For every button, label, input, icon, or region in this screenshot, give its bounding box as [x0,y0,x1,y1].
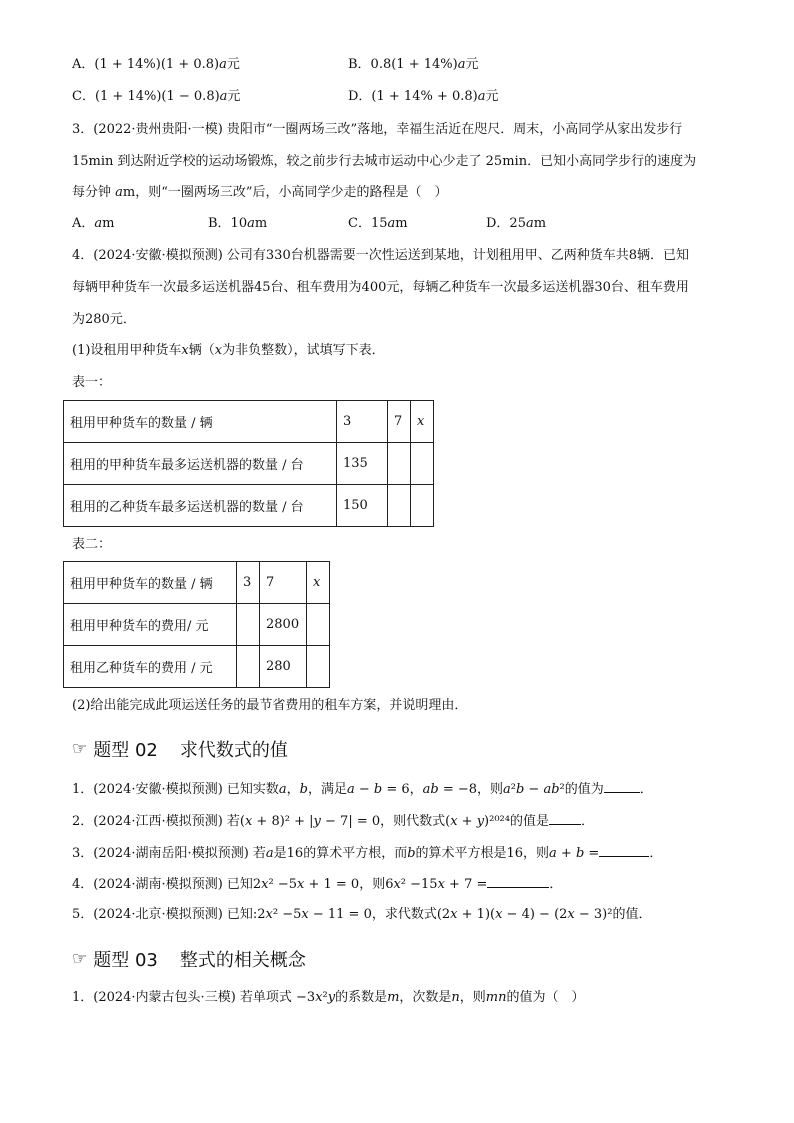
table-row [64,646,330,688]
table-cell: 租用的甲种货车最多运送机器的数量 / 台 [64,443,337,485]
table-2 [63,561,330,688]
q4-line1: 4．(2024·安徽·模拟预测) 公司有330台机器需要一次性运送到某地，计划租用甲、乙两种货车共8辆．已知 [72,248,689,263]
table-cell: 𝑥 [411,401,434,443]
table-cell: 𝑥 [307,562,330,604]
section-heading-3 [72,946,306,972]
table-row [64,401,434,443]
table-cell [237,604,260,646]
table2-label: 表二： [72,537,112,552]
table-cell: 3 [237,562,260,604]
section-heading-2 [72,736,288,762]
table-cell: 租用甲种货车的数量 / 辆 [64,401,337,443]
q4-line2: 每辆甲种货车一次最多运送机器45台、租车费用为400元，每辆乙种货车一次最多运送机器30台、租车费用 [72,280,689,295]
section-title: 求代数式的值 [179,740,288,761]
table-cell [237,646,260,688]
table-cell: 135 [337,443,388,485]
table-cell: 租用甲种货车的数量 / 辆 [64,562,237,604]
s2-question-1: 1．(2024·安徽·模拟预测) 已知实数𝑎，𝑏，满足𝑎 − 𝑏 = 6，𝑎𝑏 = −8，则𝑎²𝑏 − 𝑎𝑏²的值为 ． [72,779,653,799]
q4-line3: 为280元． [72,312,136,327]
table-cell [307,646,330,688]
table-cell [411,485,434,527]
s3-question-1: 1．(2024·内蒙古包头·三模) 若单项式 −3𝑥²𝑦的系数是𝑚，次数是𝑛，则𝑚𝑛的值为（ ） [72,990,585,1005]
table-cell [388,443,411,485]
option-a: A．(1 + 14%)(1 + 0.8)𝑎元 [72,57,240,72]
q3-line3: 每分钟 𝑎m，则“一圈两场三改”后，小高同学少走的路程是（ ） [72,185,448,200]
table-cell: 租用乙种货车的费用 / 元 [64,646,237,688]
option-b: B．0.8(1 + 14%)𝑎元 [348,57,479,72]
s2-question-3: 3．(2024·湖南岳阳·模拟预测) 若𝑎是16的算术平方根，而𝑏的算术平方根是16，则𝑎 + 𝑏 = ． [72,843,662,863]
section-title: 整式的相关概念 [179,950,306,971]
option-c: C．(1 + 14%)(1 − 0.8)𝑎元 [72,89,241,104]
pointing-hand-icon: ☞ [72,949,88,969]
q4-sub2: (2)给出能完成此项运送任务的最节省费用的租车方案，并说明理由． [72,698,468,713]
table-cell: 7 [388,401,411,443]
table-row [64,443,434,485]
q3-option-b: B．10𝑎m [208,216,268,231]
table-cell [388,485,411,527]
option-d: D．(1 + 14% + 0.8)𝑎元 [348,89,499,104]
table-row [64,562,330,604]
table-1 [63,400,434,527]
q3-line1: 3．(2022·贵州贵阳·一模) 贵阳市“一圈两场三改”落地，幸福生活近在咫尺．周末，小高同学从家出发步行 [72,122,683,137]
table-cell: 3 [337,401,388,443]
s2-question-2: 2．(2024·江西·模拟预测) 若(𝑥 + 8)² + |𝑦 − 7| = 0，则代数式(𝑥 + 𝑦)²⁰²⁴的值是 ． [72,811,594,831]
s2-question-4: 4．(2024·湖南·模拟预测) 已知2𝑥² −5𝑥 + 1 = 0，则6𝑥² −15𝑥 + 7 = ． [72,874,562,894]
table-cell: 7 [260,562,307,604]
table-cell: 租用的乙种货车最多运送机器的数量 / 台 [64,485,337,527]
q3-option-d: D．25𝑎m [486,216,547,231]
section-label: 题型 02 [93,740,158,761]
table1-label: 表一： [72,375,112,390]
table-cell [411,443,434,485]
table-row [64,604,330,646]
table-cell: 租用甲种货车的费用/ 元 [64,604,237,646]
table-cell: 2800 [260,604,307,646]
q3-option-c: C．15𝑎m [348,216,408,231]
section-label: 题型 03 [93,950,158,971]
table-cell: 150 [337,485,388,527]
q3-option-a: A．𝑎m [72,216,115,231]
q3-line2: 15min 到达附近学校的运动场锻炼，较之前步行去城市运动中心少走了 25min．已知小高同学步行的速度为 [72,154,697,169]
pointing-hand-icon: ☞ [72,739,88,759]
table-row [64,485,434,527]
q4-sub1: (1)设租用甲种货车𝑥辆（𝑥为非负整数），试填写下表． [72,343,385,358]
s2-question-5: 5．(2024·北京·模拟预测) 已知:2𝑥² −5𝑥 − 11 = 0，求代数式(2𝑥 + 1)(𝑥 − 4) − (2𝑥 − 3)²的值． [72,907,652,922]
table-cell [307,604,330,646]
table-cell: 280 [260,646,307,688]
